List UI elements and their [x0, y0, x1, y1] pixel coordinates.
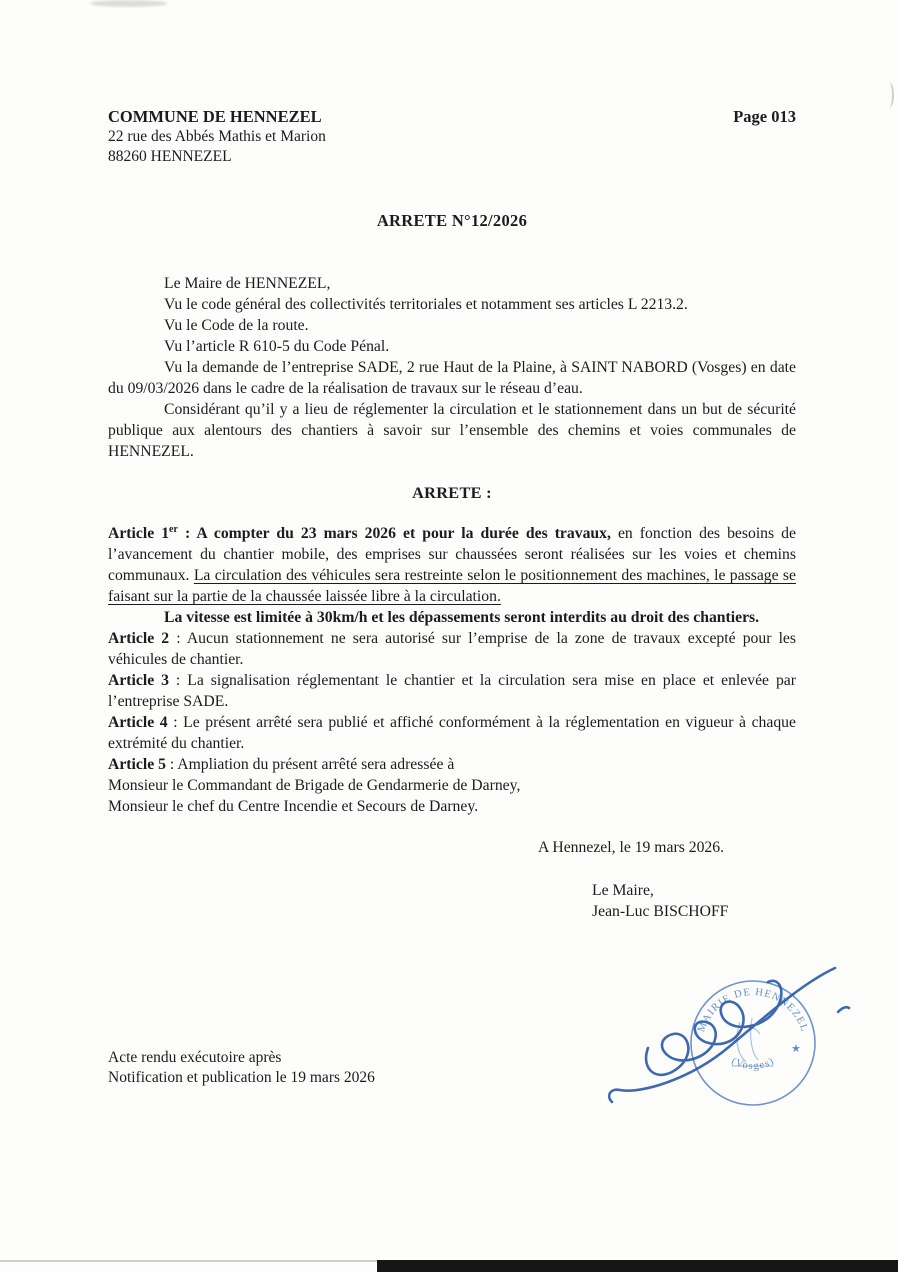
text-segment: Monsieur le chef du Centre Incendie et Secours de Darney. [108, 798, 479, 815]
text-segment: Monsieur le Commandant de Brigade de Gendarmerie de Darney, [108, 777, 521, 794]
stamp-text-bottom: (Vosges) [729, 1055, 777, 1072]
text-segment: : Aucun stationnement ne sera autorisé sur l’emprise de la zone de travaux excepté pour les véhicules de chantier. [108, 630, 796, 668]
text-segment: er [169, 523, 178, 535]
scan-artifact-mark [884, 82, 894, 108]
text-segment: Article 3 [108, 672, 169, 689]
text-segment: La vitesse est limitée à 30km/h et les dépassements seront interdits au droit des chantiers. [164, 609, 760, 626]
commune-name: COMMUNE DE HENNEZEL [108, 107, 322, 126]
paragraph-vu-4 [108, 357, 796, 399]
paragraph-article-2 [108, 628, 796, 670]
document-header [108, 106, 796, 167]
section-heading-arrete [108, 482, 796, 503]
text-segment: : Ampliation du présent arrêté sera adressée à [165, 756, 455, 773]
paragraph-vu-1 [108, 294, 796, 315]
svg-text:(Vosges) [729, 1056, 776, 1072]
text-segment: Vu le Code de la route. [164, 317, 309, 334]
sender-block [108, 106, 326, 167]
stamp-text-top: MAIRIE DE HENNEZEL [696, 986, 810, 1034]
scan-artifact-line [0, 1260, 380, 1262]
paragraph-article-4 [108, 712, 796, 754]
paragraph-destinataire-2 [108, 796, 796, 817]
scan-artifact-smudge [90, 0, 168, 7]
text-segment: Vu l’article R 610-5 du Code Pénal. [164, 338, 390, 355]
executory-note [108, 1048, 375, 1088]
text-segment: Article 1 [108, 525, 170, 542]
executory-note-line-1: Acte rendu exécutoire après [108, 1049, 282, 1066]
text-segment: Considérant qu’il y a lieu de réglementer la circulation et le stationnement dans un but de sécurité publique aux alentours des chantiers à savoir sur l’ensemble des chemins et voies communales de HENNEZEL. [108, 401, 796, 460]
text-segment: ARRETE : [412, 483, 492, 502]
paragraph-vu-2 [108, 315, 796, 336]
stamp-star-icon: ★ [791, 1043, 801, 1055]
signatory-block [592, 880, 796, 922]
paragraph-considerant [108, 399, 796, 462]
text-segment: en fonction des besoins de l’avancement du chantier mobile, des emprises sur chaussées seront réalisées sur les voies et chemins communaux. [108, 525, 796, 584]
text-segment: : La signalisation réglementant le chantier et la circulation sera mise en place et enlevée par l’entreprise SADE. [108, 672, 796, 710]
paragraph-article-5 [108, 754, 796, 775]
text-segment: La circulation des véhicules sera restreinte selon le positionnement des machines, le passage se faisant sur la partie de la chaussée laissée libre à la circulation. [108, 567, 796, 605]
document-title: ARRETE N°12/2026 [376, 211, 528, 230]
signatory-name: Jean-Luc BISCHOFF [592, 903, 729, 920]
address-line-1: 22 rue des Abbés Mathis et Marion [108, 128, 326, 145]
text-segment: Article 4 [108, 714, 168, 731]
paragraph-article-3 [108, 670, 796, 712]
page-number: Page 013 [733, 107, 796, 126]
document-body [108, 273, 796, 817]
document-content [108, 106, 796, 922]
signatory-title: Le Maire, [592, 882, 654, 899]
scan-artifact-bar [377, 1260, 898, 1272]
text-segment: Vu le code général des collectivités territoriales et notamment ses articles L 2213.2. [164, 296, 688, 313]
text-segment: Le Maire de HENNEZEL, [164, 275, 331, 292]
paragraph-destinataire-1 [108, 775, 796, 796]
paragraph-vitesse [108, 607, 796, 628]
address-line-2: 88260 HENNEZEL [108, 148, 232, 165]
paragraph-article-1 [108, 523, 796, 607]
paragraph-maire [108, 273, 796, 294]
paragraph-vu-3 [108, 336, 796, 357]
text-segment: Article 2 [108, 630, 170, 647]
handwritten-signature [609, 968, 849, 1102]
signature-and-stamp-area [600, 950, 852, 1122]
text-segment: Vu la demande de l’entreprise SADE, 2 rue Haut de la Plaine, à SAINT NABORD (Vosges) en date du 09/03/2026 dans le cadre de la réalisation de travaux sur le réseau d’eau. [108, 359, 796, 397]
text-segment: : Le présent arrêté sera publié et affiché conformément à la réglementation en vigueur à chaque extrémité du chantier. [108, 714, 796, 752]
text-segment: : [177, 525, 197, 542]
text-segment: A compter du 23 mars 2026 et pour la durée des travaux, [196, 525, 611, 542]
executory-note-line-2: Notification et publication le 19 mars 2026 [108, 1069, 375, 1086]
text-segment: Article 5 [108, 756, 166, 773]
closing-date-place: A Hennezel, le 19 mars 2026. [538, 839, 725, 856]
